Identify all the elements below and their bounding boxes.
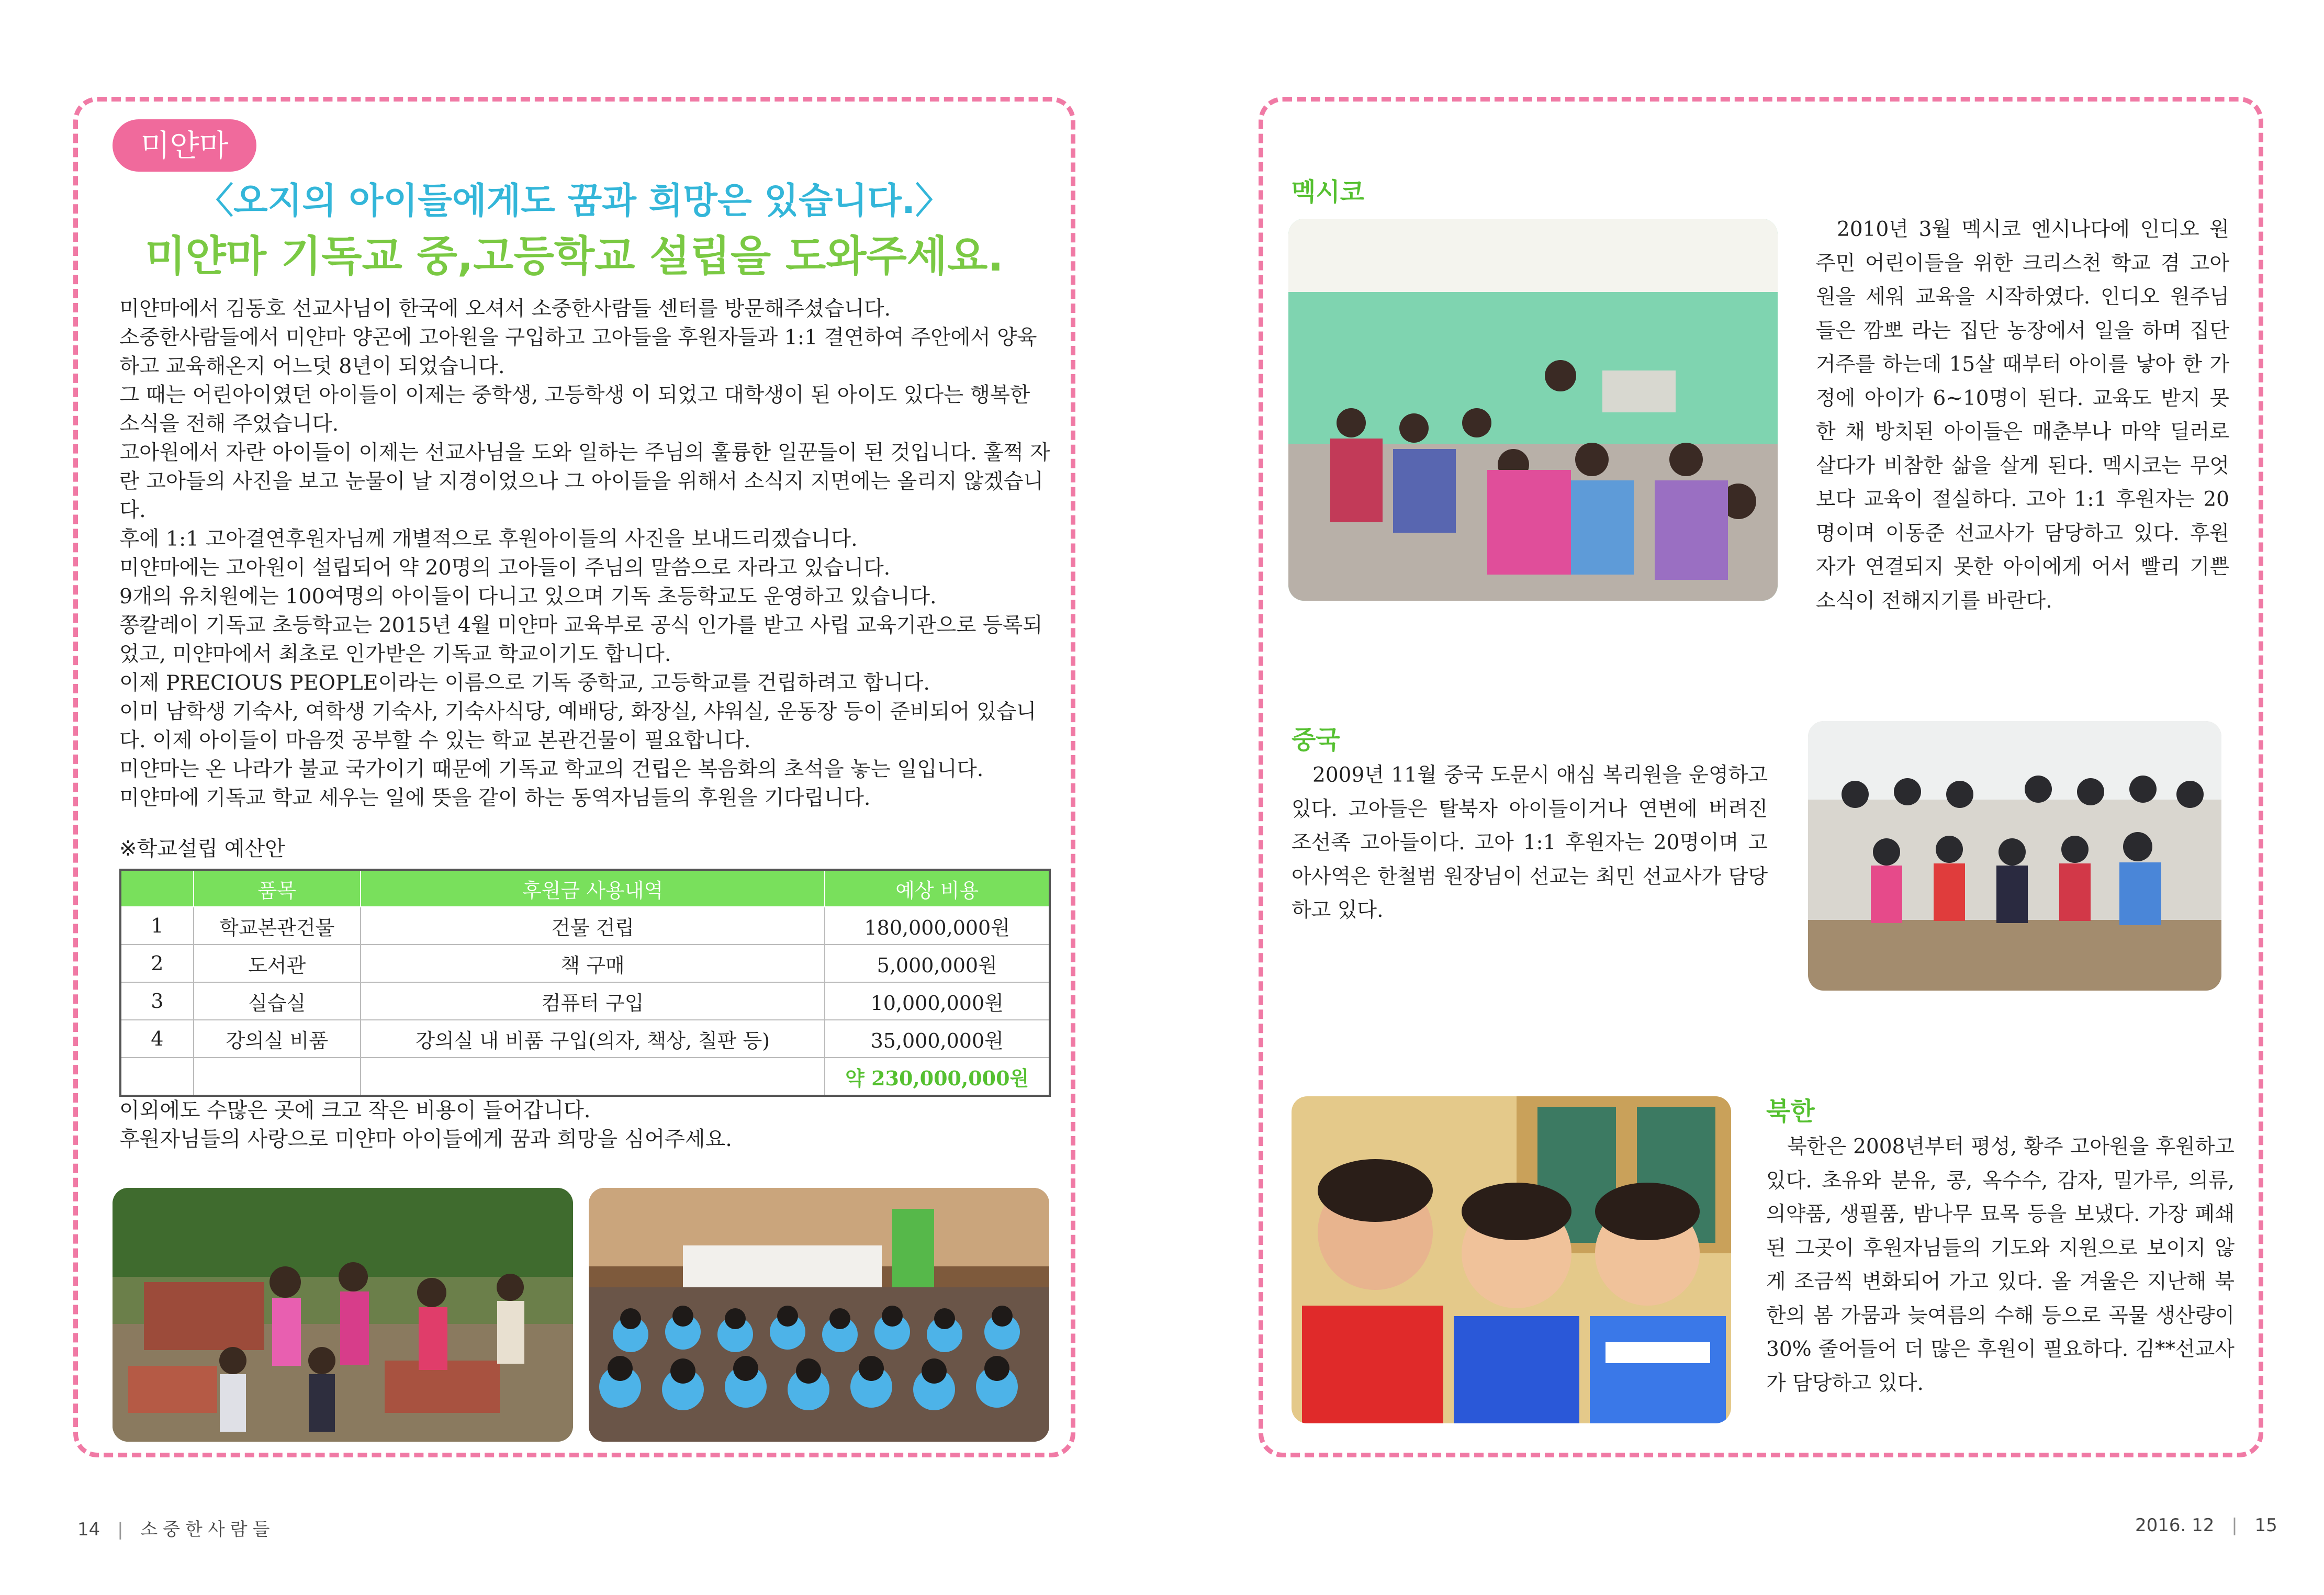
paragraph: 쫑칼레이 기독교 초등학교는 2015년 4월 미얀마 교육부로 공식 인가를 받고 사립 교육기관으로 등록되었고, 미얀마에서 최초로 인가받은 기독교 학교이기도 합니다. (119, 613, 1043, 666)
cell-cost: 5,000,000원 (825, 945, 1050, 982)
cell-empty (194, 1058, 361, 1096)
cell-cost: 180,000,000원 (825, 907, 1050, 945)
table-row (120, 1020, 1050, 1058)
closing-line: 이외에도 수많은 곳에 크고 작은 비용이 들어갑니다. (119, 1098, 591, 1122)
paragraph: 미얀마에는 고아원이 설립되어 약 20명의 고아들이 주님의 말씀으로 자라고 있습니다. (119, 556, 891, 580)
footer-separator: | (2231, 1515, 2238, 1536)
paragraph: 이미 남학생 기숙사, 여학생 기숙사, 기숙사식당, 예배당, 화장실, 샤워실, 운동장 등이 준비되어 있습니다. 이제 아이들이 마음껏 공부할 수 있는 학교 본관건물이 필요합니다. (119, 700, 1037, 752)
paragraph: 그 때는 어린아이였던 아이들이 이제는 중학생, 고등학생 이 되었고 대학생이 된 아이도 있다는 행복한 소식을 전해 주었습니다. (119, 383, 1030, 436)
paragraph: 9개의 유치원에는 100여명의 아이들이 다니고 있으며 기독 초등학교도 운영하고 있습니다. (119, 585, 937, 609)
cell-usage: 건물 건립 (361, 907, 825, 945)
budget-table (119, 869, 1051, 1097)
cell-empty (361, 1058, 825, 1096)
section-text-china: 2009년 11월 중국 도문시 애심 복리원을 운영하고 있다. 고아들은 탈북자 아이들이거나 연변에 버려진 조선족 고아들이다. 고아 1:1 후원자는 20명이며 고아사역은 한철범 원장님이 선교는 최민 선교사가 담당하고 있다. (1292, 763, 1768, 922)
closing-text (119, 1096, 1056, 1154)
page-number: 14 (77, 1519, 100, 1540)
cell-empty (120, 1058, 194, 1096)
cell-total: 약 230,000,000원 (825, 1058, 1050, 1096)
paragraph: 미얀마는 온 나라가 불교 국가이기 때문에 기독교 학교의 건립은 복음화의 초석을 놓는 일입니다. (119, 757, 984, 781)
photo-north-korea-children (1292, 1096, 1731, 1423)
paragraph: 이제 PRECIOUS PEOPLE이라는 이름으로 기독 중학교, 고등학교를 건립하려고 합니다. (119, 671, 930, 695)
cell-item: 실습실 (194, 982, 361, 1020)
section-title-china: 중국 (1292, 725, 1340, 755)
cell-usage: 강의실 내 비품 구입(의자, 책상, 칠판 등) (361, 1020, 825, 1058)
footer-separator: | (117, 1519, 124, 1540)
cell-no: 3 (120, 982, 194, 1020)
photo-children-seated (589, 1188, 1049, 1442)
section-title-north-korea: 북한 (1766, 1097, 1815, 1126)
paragraph: 소중한사람들에서 미얀마 양곤에 고아원을 구입하고 고아들을 후원자들과 1:1 결연하여 주안에서 양육하고 교육해온지 어느덧 8년이 되었습니다. (119, 325, 1037, 378)
section-text-mexico: 2010년 3월 멕시코 엔시나다에 인디오 원주민 어린이들을 위한 크리스천 학교 겸 고아원을 세워 교육을 시작하였다. 인디오 원주님들은 깜뽀 라는 집단 농장에서 일을 하며 집단 거주를 하는데 15살 때부터 아이를 낳아 한 가정에 아이가 6~10명이 된다. 교육도 받지 못한 채 방치된 아이들은 매춘부나 마약 딜러로 살다가 비참한 삶을 살게 된다. 멕시코는 무엇보다 교육이 절실하다. 고아 1:1 후원자는 20명이며 이동준 선교사가 담당하고 있다. 후원자가 연결되지 못한 아이에게 어서 빨리 기쁜 소식이 전해지기를 바란다. (1816, 218, 2229, 613)
page-number: 15 (2254, 1515, 2277, 1536)
paragraph: 후에 1:1 고아결연후원자님께 개별적으로 후원아이들의 사진을 보내드리겠습니다. (119, 527, 858, 551)
footer-left (77, 1515, 275, 1541)
table-row (120, 945, 1050, 982)
footer-right (2135, 1515, 2277, 1536)
issue-date: 2016. 12 (2135, 1515, 2215, 1536)
column-header (120, 870, 194, 907)
cell-cost: 35,000,000원 (825, 1020, 1050, 1058)
closing-line: 후원자님들의 사랑으로 미얀마 아이들에게 꿈과 희망을 심어주세요. (119, 1127, 732, 1151)
table-row (120, 907, 1050, 945)
headline-main: 미얀마 기독교 중,고등학교 설립을 도와주세요. (145, 232, 1004, 280)
cell-cost: 10,000,000원 (825, 982, 1050, 1020)
paragraph: 미얀마에서 김동호 선교사님이 한국에 오셔서 소중한사람들 센터를 방문해주셨습니다. (119, 297, 891, 321)
section-text-north-korea: 북한은 2008년부터 평성, 황주 고아원을 후원하고 있다. 초유와 분유, 콩, 옥수수, 감자, 밀가루, 의류, 의약품, 생필품, 밤나무 묘목 등을 보냈다. 가장 폐쇄된 그곳이 후원자님들의 기도와 지원으로 보이지 않게 조금씩 변화되어 가고 있다. 올 겨울은 지난해 북한의 봄 가뭄과 늦여름의 수해 등으로 곡물 생산량이 30% 줄어들어 더 많은 후원이 필요하다. 김**선교사가 담당하고 있다. (1766, 1135, 2235, 1395)
cell-item: 강의실 비품 (194, 1020, 361, 1058)
table-total-row (120, 1058, 1050, 1096)
column-header: 예상 비용 (825, 870, 1050, 907)
cell-no: 4 (120, 1020, 194, 1058)
photo-china-children (1808, 721, 2221, 991)
cell-item: 도서관 (194, 945, 361, 982)
cell-usage: 컴퓨터 구입 (361, 982, 825, 1020)
publication-title: 소중한사람들 (140, 1519, 275, 1540)
photo-children-building (113, 1188, 573, 1442)
photo-mexico-classroom (1288, 219, 1778, 601)
budget-title: ※학교설립 예산안 (119, 837, 285, 861)
article-body (119, 295, 1056, 813)
country-tag-myanmar: 미얀마 (113, 119, 256, 172)
column-header: 후원금 사용내역 (361, 870, 825, 907)
section-title-mexico: 멕시코 (1292, 177, 1365, 207)
paragraph: 미얀마에 기독교 학교 세우는 일에 뜻을 같이 하는 동역자님들의 후원을 기다립니다. (119, 786, 871, 810)
table-row (120, 982, 1050, 1020)
column-header: 품목 (194, 870, 361, 907)
cell-usage: 책 구매 (361, 945, 825, 982)
cell-no: 2 (120, 945, 194, 982)
headline-sub: 〈오지의 아이들에게도 꿈과 희망은 있습니다.〉 (198, 181, 951, 222)
table-header-row (120, 870, 1050, 907)
cell-item: 학교본관건물 (194, 907, 361, 945)
paragraph: 고아원에서 자란 아이들이 이제는 선교사님을 도와 일하는 주님의 훌륭한 일꾼들이 된 것입니다. 훌쩍 자란 고아들의 사진을 보고 눈물이 날 지경이었으나 그 아이들을 위해서 소식지 지면에는 올리지 않겠습니다. (119, 441, 1050, 522)
cell-no: 1 (120, 907, 194, 945)
